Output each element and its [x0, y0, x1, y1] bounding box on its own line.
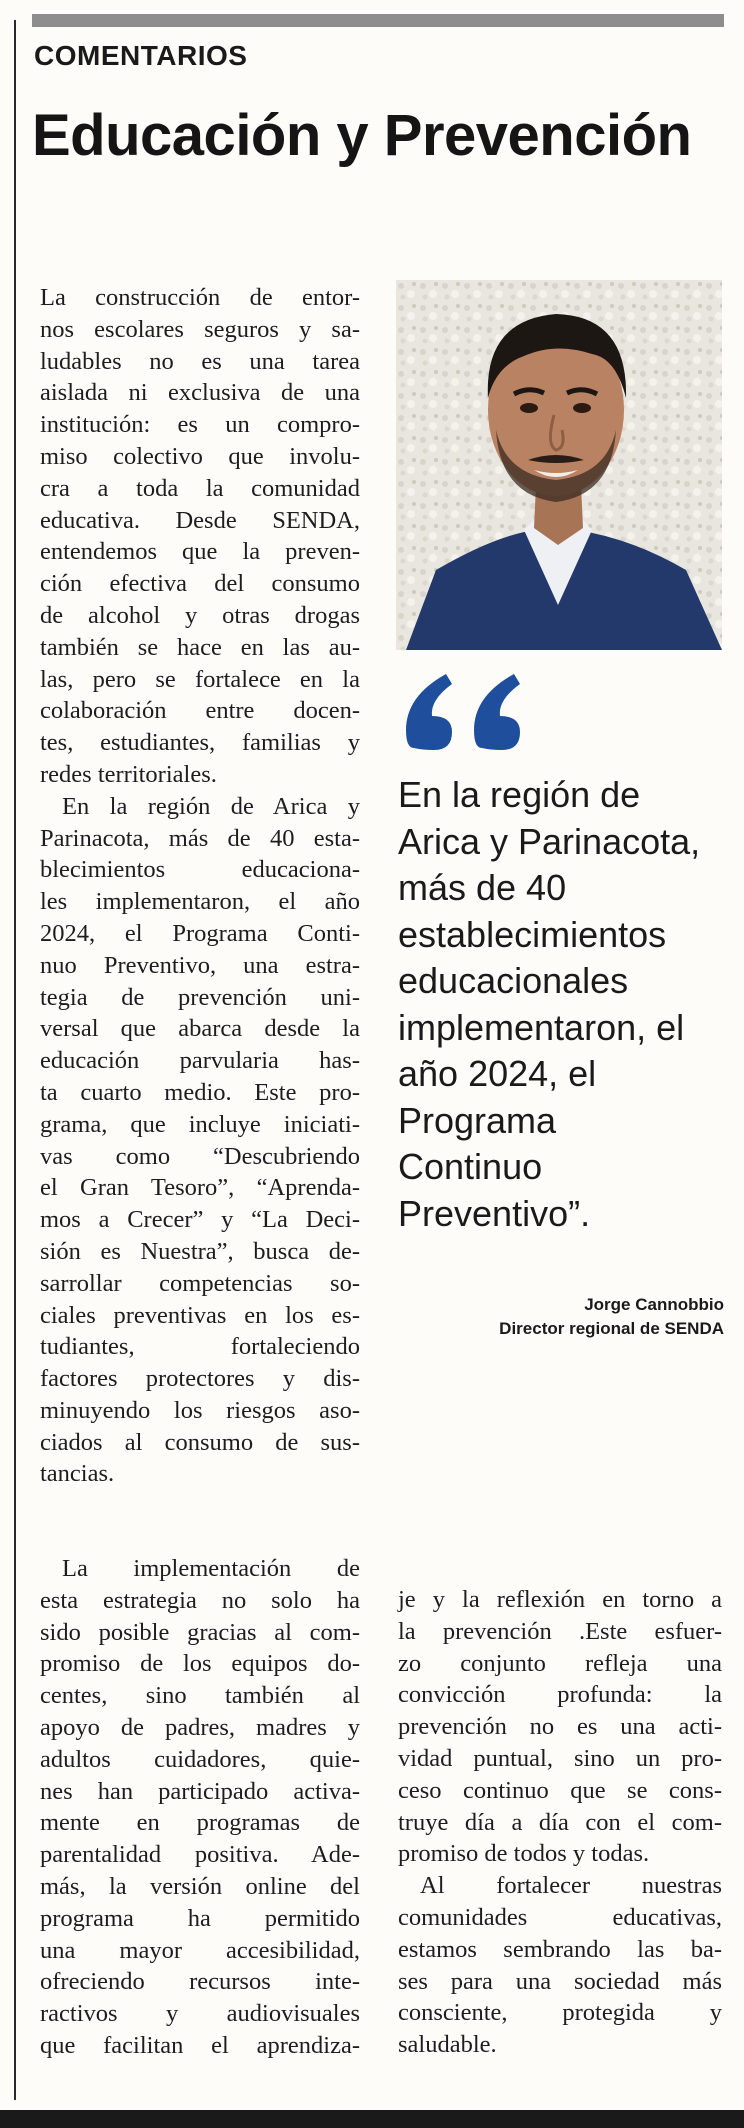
pull-quote-line: establecimientos [398, 913, 667, 955]
text-line: convicción profunda: la [398, 1681, 722, 1709]
text-line: también se hace en las au- [40, 633, 360, 661]
text-line: estamos sembrando las ba- [398, 1935, 722, 1963]
text-line: programa ha permitido [40, 1904, 360, 1932]
text-line: el Gran Tesoro”, “Aprenda- [40, 1174, 360, 1202]
text-line: las, pero se fortalece en la [40, 665, 360, 693]
text-line: nes han participado activa- [40, 1777, 360, 1805]
text-line: sarrollar competencias so- [40, 1269, 360, 1297]
text-line: esta estrategia no solo ha [40, 1586, 360, 1614]
text-line: sido posible gracias al com- [40, 1618, 360, 1646]
text-line: institución: es un compro- [40, 411, 360, 439]
pull-quote-line: año 2024, el [398, 1053, 597, 1094]
text-line: grama, que incluye iniciati- [40, 1110, 360, 1138]
text-line: zo conjunto refleja una [398, 1649, 722, 1677]
author-role: Director regional de SENDA [499, 1319, 724, 1338]
text-line: ciales preventivas en los es- [40, 1301, 360, 1329]
text-line: cra a toda la comunidad [40, 474, 360, 502]
text-line: comunidades educativas, [398, 1903, 722, 1931]
text-line: promiso de todos y todas. [398, 1840, 650, 1868]
pull-quote [398, 772, 728, 1237]
text-line: ta cuarto medio. Este pro- [40, 1078, 360, 1106]
body-column-1 [40, 282, 360, 1490]
text-line: miso colectivo que involu- [40, 442, 360, 470]
pull-quote-line: Arica y Parinacota, [398, 820, 701, 862]
text-line: vas como “Descubriendo [40, 1142, 360, 1170]
text-line: sión es Nuestra”, busca de- [40, 1237, 360, 1265]
pull-quote-line: Preventivo”. [398, 1192, 591, 1234]
text-line: ción efectiva del consumo [40, 570, 360, 598]
text-line: tes, estudiantes, familias y [40, 729, 360, 757]
body-column-1-continued [40, 1553, 360, 2062]
text-line: saludable. [398, 2031, 497, 2059]
text-line: ses para una sociedad más [398, 1967, 722, 1995]
text-line: ceso continuo que se cons- [398, 1776, 722, 1804]
text-line: versal que abarca desde la [40, 1015, 360, 1043]
text-line: Al fortalecer nuestras [420, 1872, 722, 1900]
text-line: factores protectores y dis- [40, 1365, 360, 1393]
body-column-2 [398, 1584, 722, 2061]
pull-quote-line: más de 40 [398, 867, 567, 908]
text-line: ofreciendo recursos inte- [40, 1968, 360, 1996]
section-label: COMENTARIOS [34, 40, 248, 71]
bottom-rule [0, 2110, 744, 2128]
text-line: apoyo de padres, madres y [40, 1713, 360, 1741]
text-line: tegia de prevención uni- [40, 983, 360, 1011]
text-line: tancias. [40, 1460, 115, 1488]
text-line: nuo Preventivo, una estra- [40, 951, 360, 979]
text-line: promiso de los equipos do- [40, 1650, 360, 1678]
text-line: minuyendo los riesgos aso- [40, 1396, 360, 1424]
top-rule [32, 14, 724, 27]
text-line: ciados al consumo de sus- [40, 1428, 360, 1456]
text-line: la prevención .Este esfuer- [398, 1617, 722, 1645]
text-line: blecimientos educaciona- [40, 856, 360, 884]
pull-quote-line: En la región de [398, 774, 641, 815]
text-line: colaboración entre docen- [40, 697, 360, 725]
text-line: adultos cuidadores, quie- [40, 1745, 360, 1773]
text-line: parentalidad positiva. Ade- [40, 1841, 360, 1869]
author-portrait-photo [396, 280, 722, 650]
text-line: Parinacota, más de 40 esta- [40, 824, 360, 852]
text-line: de alcohol y otras drogas [40, 601, 360, 629]
headline: Educación y Prevención [32, 103, 692, 168]
text-line: ractivos y audiovisuales [40, 2000, 360, 2028]
left-column-rule [14, 20, 16, 2100]
text-line: La implementación de [62, 1555, 360, 1582]
text-line: mos a Crecer” y “La Deci- [40, 1206, 360, 1234]
text-line: educativa. Desde SENDA, [40, 506, 360, 534]
text-line: que facilitan el aprendiza- [40, 2031, 360, 2059]
text-line: 2024, el Programa Conti- [40, 919, 360, 947]
text-line: mente en programas de [40, 1809, 360, 1837]
text-line: La construcción de entor- [40, 284, 360, 311]
text-line: entendemos que la preven- [40, 538, 360, 566]
text-line: vidad puntual, sino un pro- [398, 1744, 722, 1772]
text-line: educación parvularia has- [40, 1047, 360, 1075]
text-line: redes territoriales. [40, 760, 217, 788]
text-line: les implementaron, el año [40, 888, 360, 916]
pull-quote-line: educacionales [398, 960, 629, 1001]
pull-quote-line: Programa [398, 1099, 557, 1141]
pull-quote-line: Continuo [398, 1146, 543, 1187]
author-name: Jorge Cannobbio [584, 1295, 724, 1314]
text-line: centes, sino también al [40, 1682, 360, 1710]
text-line: prevención no es una acti- [398, 1713, 722, 1741]
text-line: je y la reflexión en torno a [398, 1586, 722, 1613]
text-line: tudiantes, fortaleciendo [40, 1333, 360, 1361]
text-line: En la región de Arica y [62, 792, 360, 820]
text-line: nos escolares seguros y sa- [40, 315, 360, 343]
pull-quote-line: implementaron, el [398, 1006, 685, 1048]
text-line: más, la versión online del [40, 1872, 360, 1900]
quote-mark-icon [404, 668, 544, 763]
text-line: aislada ni exclusiva de una [40, 379, 360, 407]
text-line: consciente, protegida y [398, 1999, 722, 2027]
byline [499, 1293, 724, 1341]
text-line: ludables no es una tarea [40, 347, 360, 375]
text-line: truye día a día con el com- [398, 1808, 722, 1836]
text-line: una mayor accesibilidad, [40, 1936, 360, 1964]
